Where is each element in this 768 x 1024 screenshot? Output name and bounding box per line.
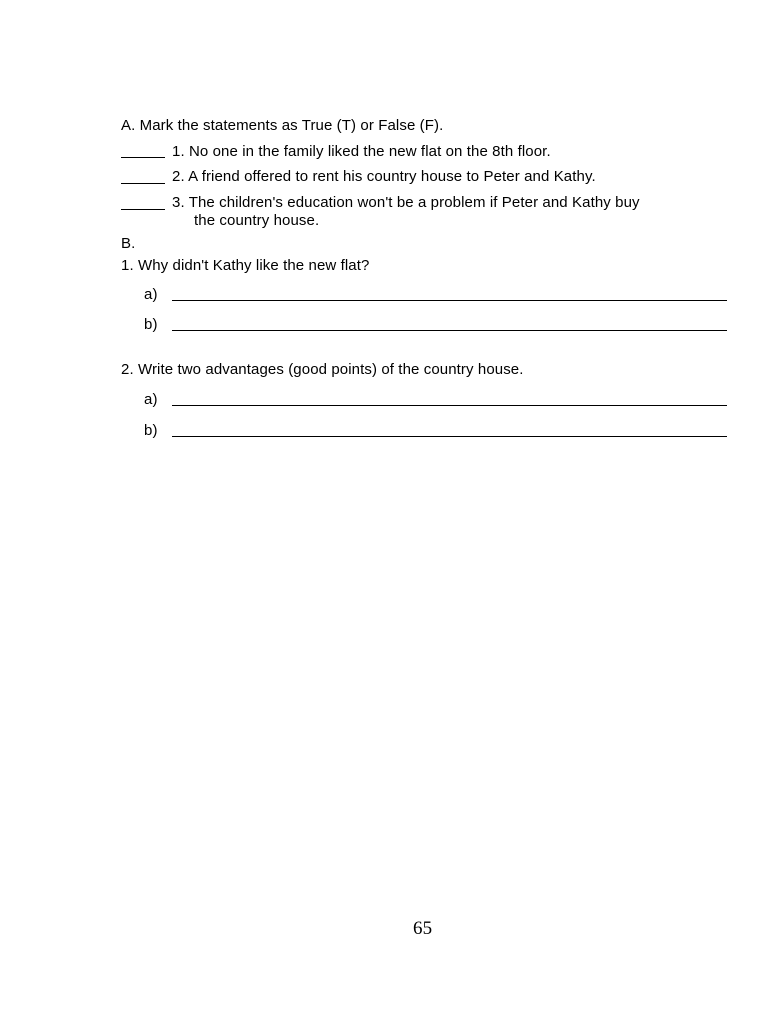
page-number: 65 <box>413 918 433 939</box>
answer-line-b1b[interactable] <box>172 330 727 331</box>
section-b-heading: B. <box>121 235 136 252</box>
answer-label-b1b: b) <box>144 316 158 333</box>
answer-label-b2b: b) <box>144 422 158 439</box>
statement-a1: 1. No one in the family liked the new flat on the 8th floor. <box>172 143 551 160</box>
question-b2: 2. Write two advantages (good points) of the country house. <box>121 361 524 378</box>
statement-a2: 2. A friend offered to rent his country house to Peter and Kathy. <box>172 168 596 185</box>
statement-a3: 3. The children's education won't be a problem if Peter and Kathy buy <box>172 194 640 211</box>
answer-blank-a1[interactable] <box>121 157 165 158</box>
section-a-heading: A. Mark the statements as True (T) or False (F). <box>121 117 444 134</box>
answer-line-b2b[interactable] <box>172 436 727 437</box>
answer-blank-a3[interactable] <box>121 209 165 210</box>
answer-line-b1a[interactable] <box>172 300 727 301</box>
answer-label-b2a: a) <box>144 391 158 408</box>
answer-label-b1a: a) <box>144 286 158 303</box>
statement-a3-continuation: the country house. <box>194 212 320 229</box>
question-b1: 1. Why didn't Kathy like the new flat? <box>121 257 370 274</box>
answer-blank-a2[interactable] <box>121 183 165 184</box>
answer-line-b2a[interactable] <box>172 405 727 406</box>
